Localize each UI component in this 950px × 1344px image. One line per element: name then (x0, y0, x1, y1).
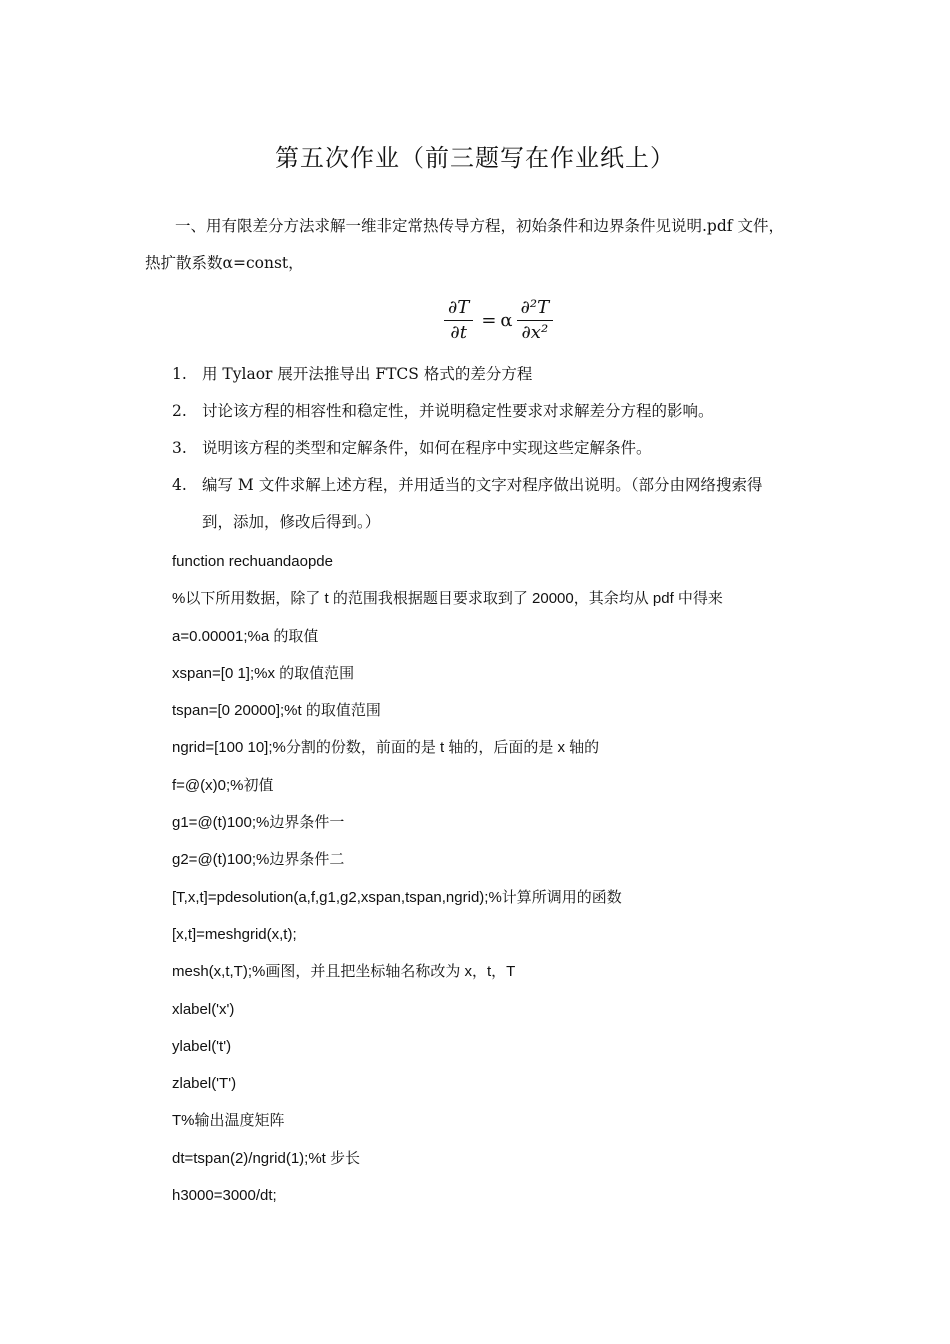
task-item (172, 430, 822, 467)
task-number: 1. (172, 365, 187, 383)
equals-sign: = (481, 309, 497, 331)
code-line: g2=@(t)100;%边界条件二 (172, 851, 345, 869)
task-item (172, 393, 822, 430)
problem-intro (145, 208, 815, 282)
code-line: [T,x,t]=pdesolution(a,f,g1,g2,xspan,tspan,ngrid);%计算所调用的函数 (172, 888, 622, 906)
rhs-fraction (517, 296, 554, 345)
code-line: T%输出温度矩阵 (172, 1112, 285, 1130)
task-text: 说明该方程的类型和定解条件，如何在程序中实现这些定解条件。 (202, 439, 652, 457)
code-line: tspan=[0 20000];%t 的取值范围 (172, 702, 381, 720)
heat-equation (440, 292, 557, 348)
code-line: zlabel('T') (172, 1075, 237, 1093)
title-text: 第五次作业（前三题写在作业纸上） (275, 144, 675, 172)
code-line: [x,t]=meshgrid(x,t); (172, 925, 297, 943)
task-number: 4. (172, 476, 187, 494)
task-list (172, 356, 822, 541)
task-text-continued: 到，添加，修改后得到。） (202, 513, 381, 531)
code-line: g1=@(t)100;%边界条件一 (172, 814, 345, 832)
lhs-denominator: ∂t (450, 321, 467, 343)
page-title (0, 138, 950, 173)
code-line: a=0.00001;%a 的取值 (172, 627, 319, 645)
task-text: 讨论该方程的相容性和稳定性，并说明稳定性要求对求解差分方程的影响。 (202, 402, 714, 420)
code-line: ngrid=[100 10];%分割的份数，前面的是 t 轴的，后面的是 x 轴的 (172, 739, 600, 757)
lhs-fraction (444, 296, 473, 345)
lhs-numerator: ∂T (444, 296, 473, 321)
task-item (172, 467, 822, 541)
task-number: 2. (172, 402, 187, 420)
code-line: h3000=3000/dt; (172, 1187, 277, 1205)
code-line: f=@(x)0;%初值 (172, 776, 274, 794)
code-line: mesh(x,t,T);%画图，并且把坐标轴名称改为 x，t，T (172, 963, 516, 981)
code-line: dt=tspan(2)/ngrid(1);%t 步长 (172, 1149, 360, 1167)
task-text: 用 Tylaor 展开法推导出 FTCS 格式的差分方程 (202, 365, 533, 383)
rhs-denominator: ∂x² (521, 321, 549, 343)
code-line: ylabel('t') (172, 1037, 232, 1055)
code-line: %以下所用数据，除了 t 的范围我根据题目要求取到了 20000，其余均从 pdf 中得来 (172, 590, 723, 608)
task-number: 3. (172, 439, 187, 457)
rhs-numerator: ∂²T (517, 296, 554, 321)
code-line: xspan=[0 1];%x 的取值范围 (172, 664, 355, 682)
matlab-code-block (172, 543, 832, 1214)
intro-line-2: 热扩散系数α=const， (145, 254, 304, 272)
code-line: function rechuandaopde (172, 553, 333, 570)
alpha-coefficient: α (500, 309, 513, 331)
task-text: 编写 M 文件求解上述方程，并用适当的文字对程序做出说明。（部分由网络搜索得 (202, 476, 763, 494)
task-item (172, 356, 822, 393)
intro-line-1: 一、用有限差分方法求解一维非定常热传导方程，初始条件和边界条件见说明.pdf 文件， (175, 217, 784, 235)
code-line: xlabel('x') (172, 1000, 235, 1018)
